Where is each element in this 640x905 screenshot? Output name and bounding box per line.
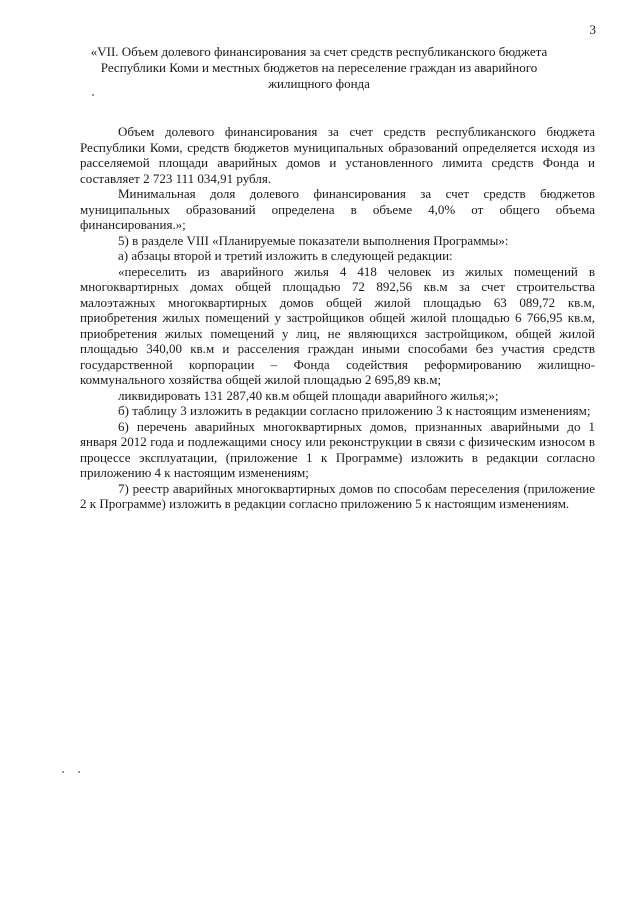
section-heading: «VII. Объем долевого финансирования за счет средств республиканского бюджета Республики Коми и местных бюджетов на переселение граждан из аварийного жилищного фонда [90,44,548,91]
paragraph-item-5a: а) абзацы второй и третий изложить в следующей редакции: [118,248,453,263]
document-body [80,124,595,512]
paragraph-item-7: 7) реестр аварийных многоквартирных домов по способам переселения (приложение 2 к Программе) изложить в редакции согласно приложению 5 к настоящим изменениям. [80,480,595,511]
scan-speck [62,771,64,773]
scan-speck [92,94,94,96]
paragraph-item-6: 6) перечень аварийных многоквартирных домов, признанных аварийными до 1 января 2012 года и подлежащими сносу или реконструкции в связи с физическим износом в процессе эксплуатации, (приложение 1 к Программе) изложить в редакции согласно приложению 4 к настоящим изменениям; [80,418,595,480]
page-number: 3 [589,22,596,37]
paragraph-minimum-share: Минимальная доля долевого финансирования за счет средств бюджетов муниципальных образований определена в объеме 4,0% от общего объема финансирования.»; [80,186,595,232]
paragraph-resettle-quote: «переселить из аварийного жилья 4 418 человек из жилых помещений в многоквартирных домах общей площадью 72 892,56 кв.м за счет строительства малоэтажных многоквартирных домов общей жилой площадью 63 089,72 кв.м, приобретения жилых помещений у застройщиков общей жилой площадью 6 766,95 кв.м, приобретения жилых помещений у лиц, не являющихся застройщиком, общей жилой площадью 340,00 кв.м и расселения граждан иными способами без участия средств государственной корпорации – Фонда содействия реформированию жилищно-коммунального хозяйства общей жилой площадью 2 695,89 кв.м; [80,263,595,387]
paragraph-item-5b: б) таблицу 3 изложить в редакции согласно приложению 3 к настоящим изменениям; [118,403,591,418]
scan-speck [78,771,80,773]
paragraph-funding-volume: Объем долевого финансирования за счет средств республиканского бюджета Республики Коми, средств бюджетов муниципальных образований определяется исходя из расселяемой площади аварийных домов и установленного лимита средств Фонда и составляет 2 723 111 034,91 рубля. [80,124,595,186]
paragraph-item-5: 5) в разделе VIII «Планируемые показатели выполнения Программы»: [118,232,509,248]
paragraph-liquidate: ликвидировать 131 287,40 кв.м общей площади аварийного жилья;»; [118,387,499,403]
